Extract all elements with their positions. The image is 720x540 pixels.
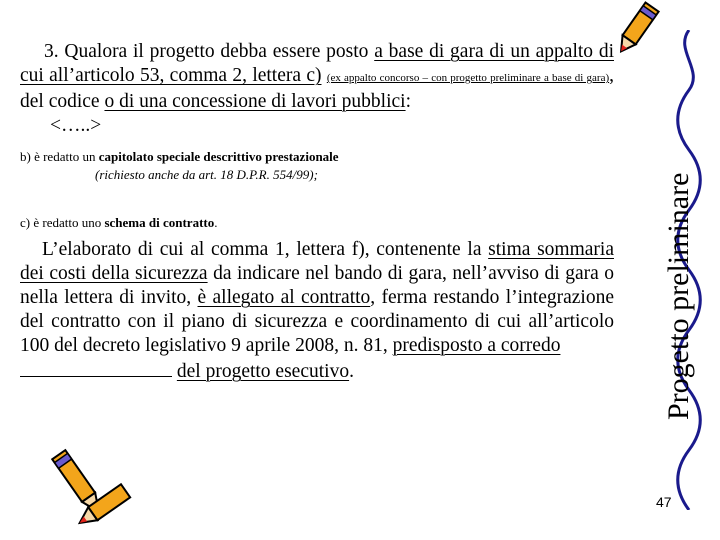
item-c bbox=[20, 214, 614, 232]
paragraph-4 bbox=[20, 238, 614, 384]
slide-body bbox=[20, 40, 614, 384]
para4-underlined-3: predisposto a corredo bbox=[392, 335, 561, 356]
para3-ellipsis: <…..> bbox=[50, 115, 102, 136]
para4-underlined-4: del progetto esecutivo bbox=[176, 361, 350, 382]
para4-t3: , ferma restando l’integrazione del contratto con il piano di sicurezza e coordinamento di cui all’articolo 100 del decreto legislativo 9 aprile 2008, n. 81, bbox=[20, 287, 614, 356]
item-b bbox=[20, 148, 614, 184]
item-c-bold: schema di contratto bbox=[104, 215, 215, 230]
para3-mid: , del codice bbox=[20, 65, 614, 112]
item-b-bold: capitolato speciale descrittivo prestazionale bbox=[98, 149, 339, 164]
para3-end: : bbox=[405, 91, 411, 112]
blank-line bbox=[20, 358, 172, 377]
side-title: Progetto preliminare bbox=[662, 172, 695, 420]
para3-intro: 3. Qualora il progetto debba essere posto bbox=[44, 41, 375, 62]
paragraph-3 bbox=[20, 40, 614, 138]
para3-small-note: (ex appalto concorso – con progetto preliminare a base di gara) bbox=[326, 72, 610, 84]
pencil-icon-bottom-2 bbox=[66, 476, 136, 540]
para3-underlined-2: o di una concessione di lavori pubblici bbox=[104, 91, 406, 112]
para4-t1: L’elaborato di cui al comma 1, lettera f), contenente la bbox=[42, 239, 489, 260]
item-c-text: c) è redatto uno bbox=[20, 215, 105, 230]
para4-t2: da indicare nel bando di gara, nell’avviso di gara o nella lettera di invito, bbox=[20, 263, 615, 308]
para4-underlined-1: stima sommaria dei costi della sicurezza bbox=[20, 239, 614, 284]
pencil-icon-top bbox=[606, 0, 666, 60]
item-c-end: . bbox=[214, 215, 218, 230]
para3-underlined-1: a base di gara di un appalto di cui all’articolo 53, comma 2, lettera c) bbox=[20, 41, 614, 86]
para4-underlined-2: è allegato al contratto bbox=[197, 287, 371, 308]
para4-end: . bbox=[349, 361, 354, 382]
page-number: 47 bbox=[656, 494, 672, 510]
item-b-text: b) è redatto un bbox=[20, 149, 99, 164]
item-b-note: (richiesto anche da art. 18 D.P.R. 554/99); bbox=[95, 167, 318, 182]
